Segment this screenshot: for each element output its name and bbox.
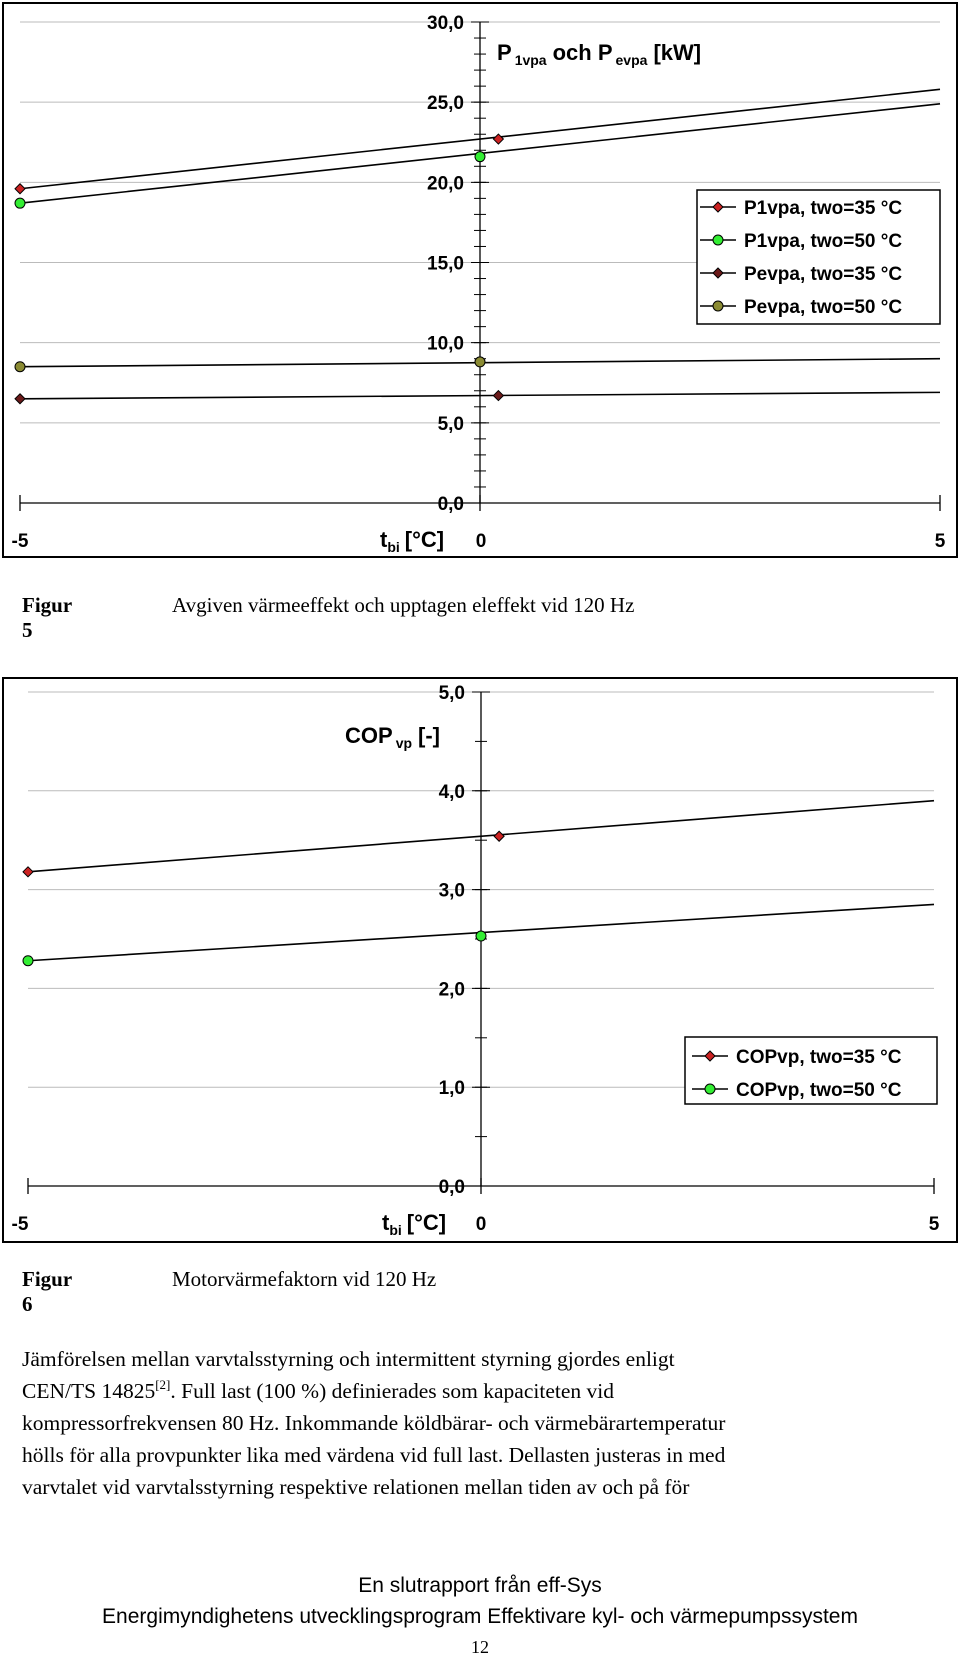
- body-line: kompressorfrekvensen 80 Hz. Inkommande köldbärar- och värmebärartemperatur: [22, 1411, 726, 1435]
- y-tick-label: 25,0: [427, 93, 464, 115]
- body-paragraph: [22, 1343, 942, 1503]
- legend-label: Pevpa, two=50 °C: [744, 297, 903, 318]
- data-point-circle: [475, 357, 485, 367]
- legend-label: P1vpa, two=50 °C: [744, 231, 903, 252]
- body-line: Jämförelsen mellan varvtalsstyrning och intermittent styrning gjordes enligt: [22, 1347, 675, 1371]
- chart-title: COP $_{vp}$ [-]: [345, 723, 441, 751]
- chart-figur-5: [0, 0, 960, 560]
- citation-ref: [2]: [155, 1377, 171, 1392]
- x-tick-label: 5: [928, 1214, 940, 1235]
- body-line: hölls för alla provpunkter lika med värdena vid full last. Dellasten justeras in med: [22, 1443, 726, 1467]
- x-tick-label: 0: [475, 1214, 487, 1235]
- x-tick-label: 0: [475, 531, 487, 552]
- y-tick-label: 15,0: [427, 253, 464, 275]
- data-point-circle: [15, 198, 25, 208]
- data-point-circle: [705, 1084, 715, 1094]
- chart-frame: [3, 678, 957, 1242]
- y-tick-label: 3,0: [438, 880, 465, 902]
- x-axis-label: $t_{bi}$ [°C]: [380, 527, 445, 555]
- y-tick-label: 30,0: [427, 13, 464, 34]
- data-point-circle: [713, 301, 723, 311]
- data-point-circle: [15, 362, 25, 372]
- y-tick-label: 1,0: [438, 1078, 465, 1100]
- y-tick-label: 0,0: [437, 494, 464, 515]
- y-tick-label: 5,0: [437, 413, 464, 435]
- caption-text: Motorvärmefaktorn vid 120 Hz: [172, 1267, 437, 1291]
- body-text-span: . Full last (100 %) definierades som kapaciteten vid: [170, 1379, 614, 1403]
- y-tick-label: 0,0: [438, 1177, 465, 1198]
- x-tick-label: -5: [11, 531, 29, 552]
- y-tick-label: 5,0: [438, 683, 465, 704]
- x-axis-label: $t_{bi}$ [°C]: [382, 1210, 447, 1238]
- data-point-circle: [713, 235, 723, 245]
- x-tick-label: -5: [11, 1214, 29, 1235]
- caption-text: Avgiven värmeeffekt och upptagen eleffekt vid 120 Hz: [172, 593, 635, 617]
- body-line: varvtalet vid varvtalsstyrning respektive relationen mellan tiden av och på för: [22, 1475, 690, 1499]
- data-point-circle: [23, 956, 33, 966]
- y-tick-label: 20,0: [427, 173, 464, 195]
- chart-title: P $_{1vpa}$ och P $_{evpa}$ [kW]: [497, 40, 702, 68]
- caption-number: Figur 6: [22, 1267, 72, 1316]
- data-point-circle: [475, 152, 485, 162]
- legend: [697, 190, 940, 324]
- chart-figur-6: [0, 675, 960, 1245]
- caption-number: Figur 5: [22, 593, 72, 642]
- legend-label: COPvp, two=50 °C: [736, 1080, 902, 1101]
- y-tick-label: 4,0: [438, 781, 465, 803]
- x-tick-label: 5: [934, 531, 946, 552]
- legend: [685, 1037, 937, 1104]
- data-point-circle: [476, 931, 486, 941]
- legend-label: COPvp, two=35 °C: [736, 1047, 902, 1068]
- y-tick-label: 2,0: [438, 979, 465, 1001]
- page-number: 12: [471, 1637, 489, 1657]
- legend-label: Pevpa, two=35 °C: [744, 264, 903, 285]
- footer-line-2: Energimyndighetens utvecklingsprogram Effektivare kyl- och värmepumpssystem: [102, 1605, 858, 1628]
- y-tick-label: 10,0: [427, 333, 464, 355]
- legend-label: P1vpa, two=35 °C: [744, 198, 903, 219]
- body-text-span: CEN/TS 14825: [22, 1379, 156, 1403]
- footer-line-1: En slutrapport från eff-Sys: [358, 1574, 602, 1597]
- body-line: [22, 1375, 942, 1407]
